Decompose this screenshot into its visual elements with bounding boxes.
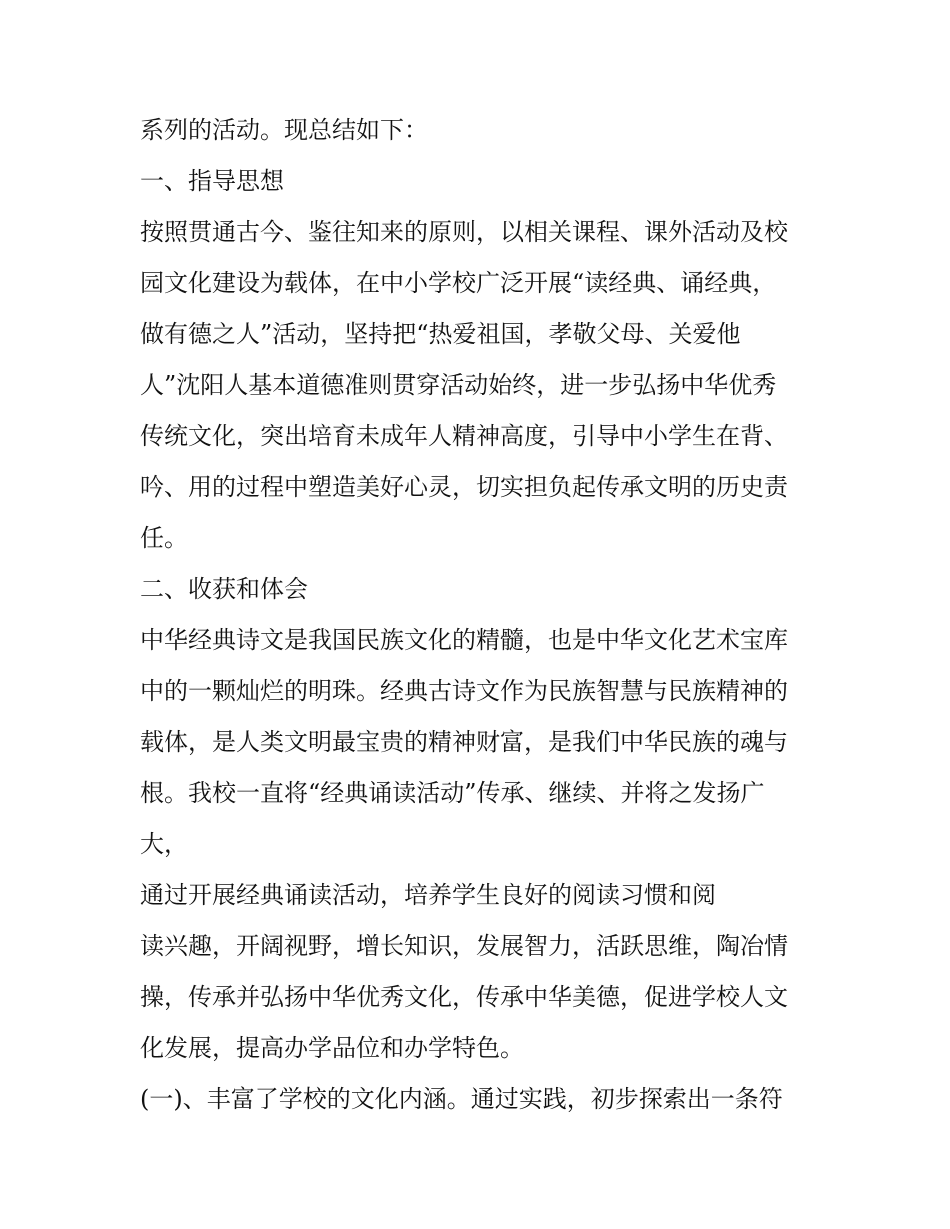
text-line: 化发展，提高办学品位和办学特色。 bbox=[140, 1034, 524, 1062]
text-line: 系列的活动。现总结如下： bbox=[140, 116, 428, 144]
text-line: 根。我校一直将“经典诵读活动”传承、继续、并将之发扬广 bbox=[140, 779, 765, 807]
section-heading: 一、指导思想 bbox=[140, 167, 284, 195]
document-body bbox=[140, 105, 820, 1125]
text-line: 通过开展经典诵读活动，培养学生良好的阅读习惯和阅 bbox=[140, 881, 716, 909]
text-line: 吟、用的过程中塑造美好心灵，切实担负起传承文明的历史责 bbox=[140, 473, 788, 501]
text-line: 园文化建设为载体，在中小学校广泛开展“读经典、诵经典， bbox=[140, 269, 777, 297]
text-line: 载体，是人类文明最宝贵的精神财富，是我们中华民族的魂与 bbox=[140, 728, 788, 756]
text-line: 按照贯通古今、鉴往知来的原则，以相关课程、课外活动及校 bbox=[140, 218, 788, 246]
text-line: 传统文化，突出培育未成年人精神高度，引导中小学生在背、 bbox=[140, 422, 788, 450]
text-line: 中华经典诗文是我国民族文化的精髓，也是中华文化艺术宝库 bbox=[140, 626, 788, 654]
text-line: 任。 bbox=[140, 524, 188, 552]
text-line: 中的一颗灿烂的明珠。经典古诗文作为民族智慧与民族精神的 bbox=[140, 677, 788, 705]
text-line: 大， bbox=[140, 830, 188, 858]
subsection-heading: (一)、丰富了学校的文化内涵。通过实践，初步探索出一条符 bbox=[140, 1085, 783, 1113]
text-line: 人”沈阳人基本道德准则贯穿活动始终，进一步弘扬中华优秀 bbox=[140, 371, 777, 399]
section-heading: 二、收获和体会 bbox=[140, 575, 308, 603]
text-line: 操，传承并弘扬中华优秀文化，传承中华美德，促进学校人文 bbox=[140, 983, 788, 1011]
text-line: 做有德之人”活动，坚持把“热爱祖国，孝敬父母、关爱他 bbox=[140, 320, 741, 348]
text-line: 读兴趣，开阔视野，增长知识，发展智力，活跃思维，陶冶情 bbox=[140, 932, 788, 960]
